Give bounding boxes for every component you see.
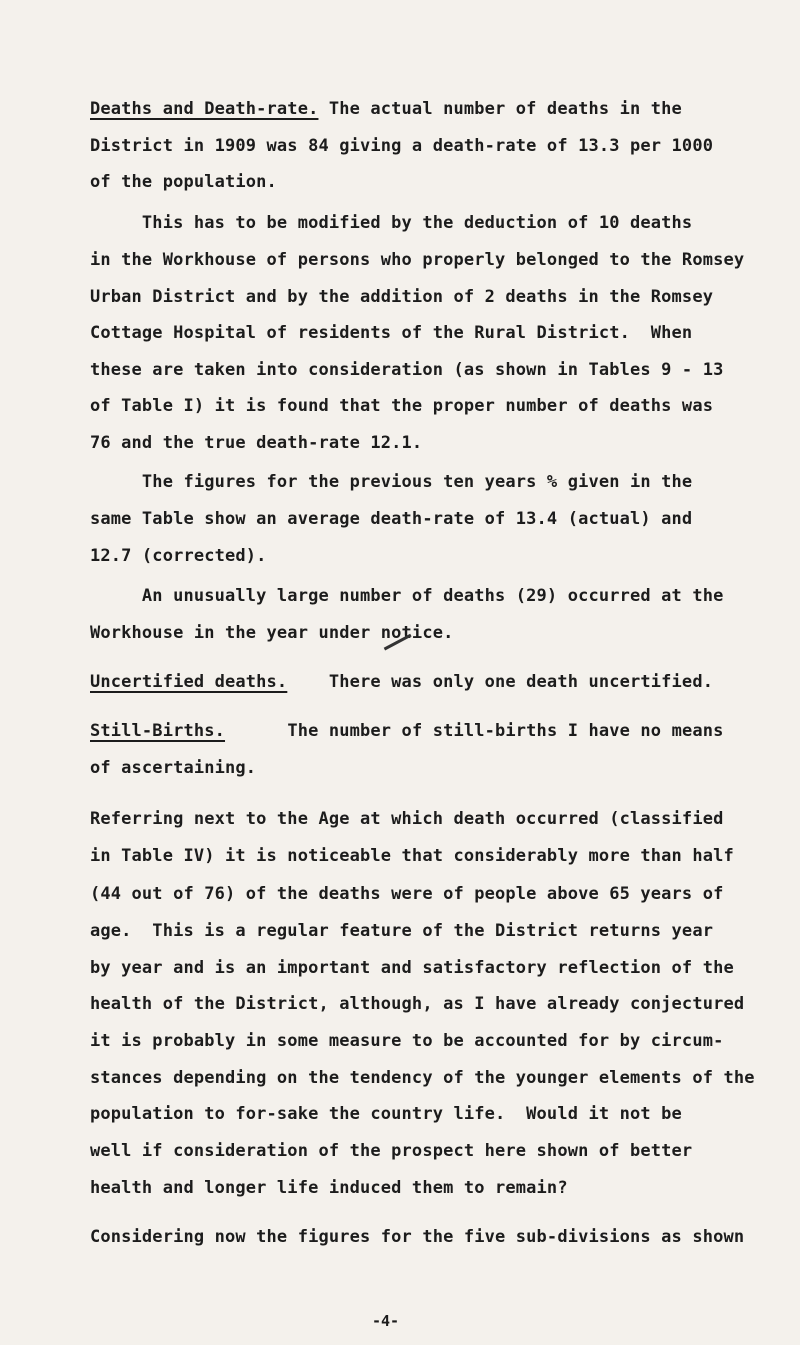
page-number: -4- [372,1312,400,1330]
text-line: 12.7 (corrected). [90,546,267,566]
text-line: Cottage Hospital of residents of the Rural District. When [90,323,693,343]
section-heading: Uncertified deaths. [90,672,288,692]
text-line: Still-Births. The number of still-births I have no means [90,721,724,741]
text-line: Referring next to the Age at which death occurred (classified [90,809,724,829]
text-line: in Table IV) it is noticeable that considerably more than half [90,846,734,866]
text-line: of ascertaining. [90,758,257,778]
text-line: well if consideration of the prospect here shown of better [90,1141,693,1161]
text-line: by year and is an important and satisfactory reflection of the [90,958,734,978]
section-heading: Still-Births. [90,721,226,741]
text-line: of the population. [90,172,277,192]
text-line: health of the District, although, as I have already conjectured [90,994,745,1014]
text-line: 76 and the true death-rate 12.1. [90,433,423,453]
text-line: District in 1909 was 84 giving a death-rate of 13.3 per 1000 [90,136,714,156]
text-line: these are taken into consideration (as shown in Tables 9 - 13 [90,360,724,380]
text-line: An unusually large number of deaths (29) occurred at the [90,586,724,606]
text-line: health and longer life induced them to remain? [90,1178,568,1198]
text-line: Uncertified deaths. There was only one death uncertified. [90,672,714,692]
text-line: Deaths and Death-rate. The actual number of deaths in the [90,99,682,119]
text-line: age. This is a regular feature of the District returns year [90,921,714,941]
text-line: Workhouse in the year under notice. [90,623,454,643]
text-line: it is probably in some measure to be accounted for by circum- [90,1031,724,1051]
text-line: This has to be modified by the deduction of 10 deaths [90,213,693,233]
text-line: The figures for the previous ten years % given in the [90,472,693,492]
text-line: (44 out of 76) of the deaths were of people above 65 years of [90,884,724,904]
text-line: Urban District and by the addition of 2 deaths in the Romsey [90,287,714,307]
text-line: in the Workhouse of persons who properly belonged to the Romsey [90,250,745,270]
text-line: same Table show an average death-rate of 13.4 (actual) and [90,509,693,529]
text-line: Considering now the figures for the five sub-divisions as shown [90,1227,745,1247]
text-line: stances depending on the tendency of the younger elements of the [90,1068,755,1088]
section-heading: Deaths and Death-rate. [90,99,319,119]
text-line: of Table I) it is found that the proper number of deaths was [90,396,714,416]
text-line: population to for-sake the country life. Would it not be [90,1104,682,1124]
